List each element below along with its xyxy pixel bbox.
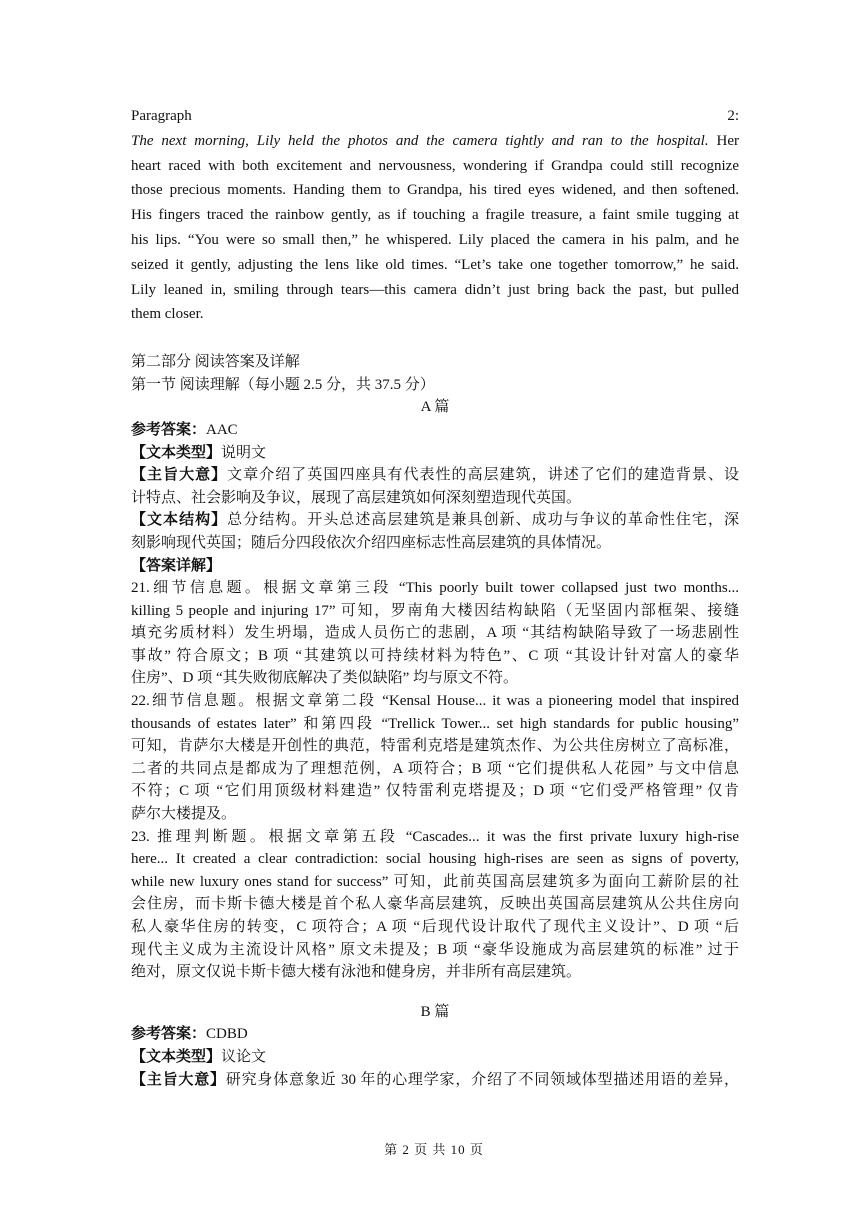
text-line: his lips. “You were so small then,” he whispered. Lily placed the camera in his palm, and he (131, 231, 739, 248)
main-idea-text: 文章介绍了英国四座具有代表性的高层建筑，讲述了它们的建造背景、设 (227, 467, 739, 484)
details-label: 【答案详解】 (131, 557, 222, 574)
main-idea-line: 计特点、社会影响及争议，展现了高层建筑如何深刻塑造现代英国。 (131, 489, 582, 506)
explanation-line: here... It created a clear contradiction: social housing high-rises are seen as signs of poverty, (131, 851, 739, 868)
explanation-line: 二者的共同点是都成为了理想范例，A 项符合；B 项 “它们提供私人花园” 与文中信息 (131, 760, 739, 777)
text-line: heart raced with both excitement and nervousness, wondering if Grandpa could still recognize (131, 157, 739, 174)
explanation-line: 不符；C 项 “它们用顶级材料建造” 仅特雷利克塔提及；D 项 “它们受严格管理” 仅肯 (131, 783, 739, 800)
answer-label: 参考答案： (131, 1026, 207, 1043)
main-idea-line (131, 1069, 739, 1092)
answer-value: CDBD (206, 1026, 248, 1043)
document-page (131, 104, 739, 1091)
explanation-line: 会住房，而卡斯卡德大楼是首个私人豪华高层建筑，反映出英国高层建筑从公共住房向 (131, 896, 739, 913)
text-line: them closer. (131, 306, 204, 323)
explanation-line: while new luxury ones stand for success” 可知，此前英国高层建筑多为面向工薪阶层的社 (131, 873, 739, 890)
text-line: seized it gently, adjusting the lens like old times. “Let’s take one together tomorrow,” he said. (131, 256, 739, 273)
paragraph-heading: Paragraph 2: (131, 108, 739, 124)
explanation-line: 萨尔大楼提及。 (131, 806, 237, 823)
text-type-value: 说明文 (221, 444, 267, 461)
main-idea-label: 【主旨大意】 (131, 467, 228, 484)
text-fragment: Her (708, 132, 739, 149)
section-title: 第一节 阅读理解（每小题 2.5 分，共 37.5 分） (131, 376, 435, 393)
english-paragraph (131, 104, 739, 327)
explanation-line: 22.细节信息题。根据文章第二段 “Kensal House... it was a pioneering model that inspired (131, 693, 739, 710)
main-idea-label: 【主旨大意】 (131, 1071, 226, 1088)
text-type-label: 【文本类型】 (131, 1048, 222, 1065)
question-21-explanation (131, 577, 739, 690)
explanation-line: 可知，肯萨尔大楼是开创性的典范，特雷利克塔是建筑杰作、为公共住房树立了高标准， (131, 738, 739, 755)
answer-value: AAC (206, 421, 238, 438)
structure-text: 总分结构。开头总述高层建筑是兼具创新、成功与争议的革命性住宅，深 (227, 512, 739, 529)
answer-label: 参考答案： (131, 421, 207, 438)
text-type-value: 议论文 (221, 1048, 267, 1065)
question-22-explanation (131, 690, 739, 826)
answer-line (131, 1023, 739, 1046)
text-line (131, 129, 739, 154)
passage-b-title: B 篇 (420, 1003, 450, 1020)
structure-label: 【文本结构】 (131, 512, 228, 529)
explanation-line: 23. 推理判断题。根据文章第五段 “Cascades... it was the first private luxury high-rise (131, 828, 739, 845)
text-line: Lily leaned in, smiling through tears—this camera didn’t just bring back the past, but pulled (131, 281, 739, 298)
page-number-footer: 第 2 页 共 10 页 (384, 1142, 484, 1157)
explanation-line: thousands of estates later” 和第四段 “Trellick Tower... set high standards for public housing” (131, 715, 739, 732)
text-type-line (131, 1046, 739, 1069)
text-line: those precious moments. Handing them to Grandpa, his tired eyes widened, and then softened. (131, 182, 739, 199)
explanation-line: 私人豪华住房的转变，C 项符合；A 项 “后现代设计取代了现代主义设计”、D 项 “后 (131, 919, 739, 936)
explanation-line: 现代主义成为主流设计风格” 原文未提及；B 项 “豪华设施成为高层建筑的标准” 过于 (131, 941, 739, 958)
passage-a-title: A 篇 (420, 399, 450, 416)
answer-line (131, 419, 739, 442)
question-23-explanation (131, 826, 739, 984)
italic-opening-sentence: The next morning, Lily held the photos and the camera tightly and ran to the hospital. (131, 132, 709, 149)
part-title: 第二部分 阅读答案及详解 (131, 354, 300, 371)
text-line: His fingers traced the rainbow gently, as if touching a fragile treasure, a faint smile tugging at (131, 207, 739, 224)
main-idea-line (131, 464, 739, 487)
explanation-line: 21.细节信息题。根据文章第三段 “This poorly built tower collapsed just two months... (131, 580, 739, 597)
explanation-line: 事故” 符合原文；B 项 “其建筑以可持续材料为特色”、C 项 “其设计针对富人的豪华 (131, 647, 739, 664)
structure-line (131, 509, 739, 532)
main-idea-text: 研究身体意象近 30 年的心理学家，介绍了不同领域体型描述用语的差异， (225, 1071, 739, 1088)
text-type-label: 【文本类型】 (131, 444, 222, 461)
text-type-line (131, 442, 739, 465)
explanation-line: 住房”、D 项 “其失败彻底解决了类似缺陷” 均与原文不符。 (131, 670, 519, 687)
structure-line: 刻影响现代英国；随后分四段依次介绍四座标志性高层建筑的具体情况。 (131, 534, 612, 551)
explanation-line: 绝对，原文仅说卡斯卡德大楼有泳池和健身房，并非所有高层建筑。 (131, 964, 582, 981)
explanation-line: killing 5 people and injuring 17” 可知，罗南角大楼因结构缺陷（无坚固内部框架、接缝 (131, 602, 739, 619)
explanation-line: 填充劣质材料）发生坍塌，造成人员伤亡的悲剧，A 项 “其结构缺陷导致了一场悲剧性 (131, 625, 739, 642)
